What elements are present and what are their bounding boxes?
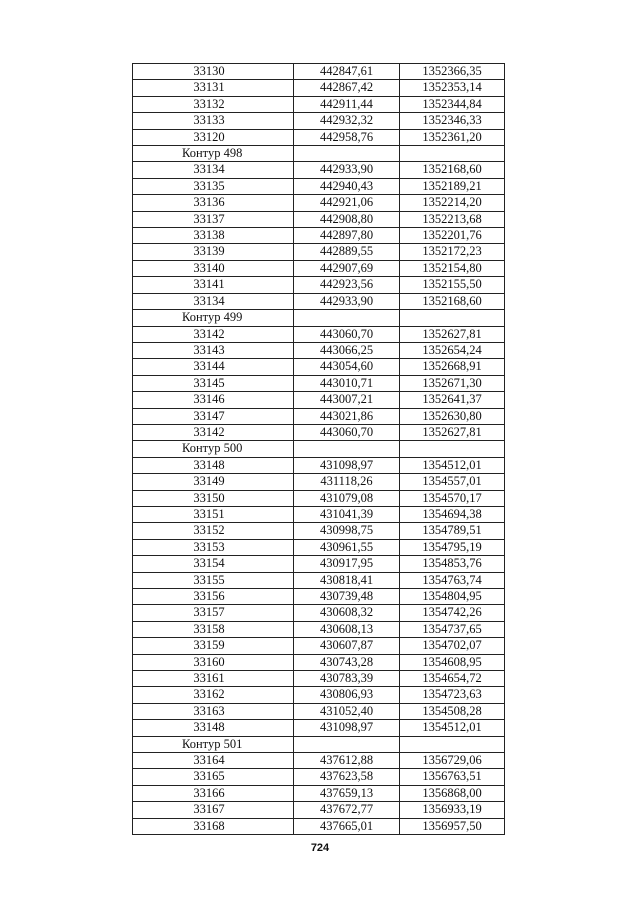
x-coordinate-cell: 442958,76 [294, 129, 400, 145]
table-row [133, 720, 505, 736]
empty-cell [400, 310, 505, 326]
contour-label: Контур 500 [133, 441, 294, 457]
empty-cell [400, 441, 505, 457]
x-coordinate-cell: 442889,55 [294, 244, 400, 260]
contour-label: Контур 498 [133, 146, 294, 162]
point-id-cell: 33168 [133, 818, 294, 834]
empty-cell [294, 736, 400, 752]
table-row [133, 375, 505, 391]
x-coordinate-cell: 430961,55 [294, 539, 400, 555]
x-coordinate-cell: 430608,32 [294, 605, 400, 621]
contour-header-row [133, 736, 505, 752]
table-row [133, 342, 505, 358]
point-id-cell: 33167 [133, 802, 294, 818]
x-coordinate-cell: 442867,42 [294, 80, 400, 96]
y-coordinate-cell: 1356957,50 [400, 818, 505, 834]
y-coordinate-cell: 1352627,81 [400, 424, 505, 440]
y-coordinate-cell: 1352671,30 [400, 375, 505, 391]
point-id-cell: 33166 [133, 785, 294, 801]
point-id-cell: 33134 [133, 162, 294, 178]
table-row [133, 474, 505, 490]
empty-cell [294, 441, 400, 457]
empty-cell [400, 736, 505, 752]
x-coordinate-cell: 443066,25 [294, 342, 400, 358]
table-row [133, 753, 505, 769]
point-id-cell: 33143 [133, 342, 294, 358]
x-coordinate-cell: 442897,80 [294, 228, 400, 244]
x-coordinate-cell: 437623,58 [294, 769, 400, 785]
x-coordinate-cell: 431052,40 [294, 703, 400, 719]
y-coordinate-cell: 1352154,80 [400, 260, 505, 276]
y-coordinate-cell: 1354853,76 [400, 556, 505, 572]
point-id-cell: 33149 [133, 474, 294, 490]
table-row [133, 392, 505, 408]
x-coordinate-cell: 430607,87 [294, 638, 400, 654]
point-id-cell: 33137 [133, 211, 294, 227]
table-row [133, 293, 505, 309]
table-row [133, 113, 505, 129]
y-coordinate-cell: 1354763,74 [400, 572, 505, 588]
contour-header-row [133, 146, 505, 162]
table-row [133, 490, 505, 506]
point-id-cell: 33151 [133, 506, 294, 522]
point-id-cell: 33135 [133, 178, 294, 194]
point-id-cell: 33160 [133, 654, 294, 670]
x-coordinate-cell: 442921,06 [294, 195, 400, 211]
y-coordinate-cell: 1354789,51 [400, 523, 505, 539]
point-id-cell: 33142 [133, 424, 294, 440]
x-coordinate-cell: 442923,56 [294, 277, 400, 293]
x-coordinate-cell: 430917,95 [294, 556, 400, 572]
table-row [133, 326, 505, 342]
table-row [133, 687, 505, 703]
x-coordinate-cell: 443007,21 [294, 392, 400, 408]
y-coordinate-cell: 1354570,17 [400, 490, 505, 506]
x-coordinate-cell: 442847,61 [294, 64, 400, 80]
table-row [133, 178, 505, 194]
table-row [133, 162, 505, 178]
point-id-cell: 33153 [133, 539, 294, 555]
x-coordinate-cell: 442933,90 [294, 293, 400, 309]
empty-cell [294, 310, 400, 326]
y-coordinate-cell: 1354512,01 [400, 457, 505, 473]
point-id-cell: 33164 [133, 753, 294, 769]
point-id-cell: 33141 [133, 277, 294, 293]
y-coordinate-cell: 1352641,37 [400, 392, 505, 408]
table-row [133, 572, 505, 588]
y-coordinate-cell: 1354737,65 [400, 621, 505, 637]
y-coordinate-cell: 1354508,28 [400, 703, 505, 719]
y-coordinate-cell: 1352189,21 [400, 178, 505, 194]
table-row [133, 654, 505, 670]
y-coordinate-cell: 1352344,84 [400, 96, 505, 112]
x-coordinate-cell: 442932,32 [294, 113, 400, 129]
y-coordinate-cell: 1352214,20 [400, 195, 505, 211]
table-row [133, 129, 505, 145]
table-row [133, 408, 505, 424]
x-coordinate-cell: 430818,41 [294, 572, 400, 588]
point-id-cell: 33142 [133, 326, 294, 342]
y-coordinate-cell: 1352346,33 [400, 113, 505, 129]
x-coordinate-cell: 437659,13 [294, 785, 400, 801]
y-coordinate-cell: 1352668,91 [400, 359, 505, 375]
table-row [133, 277, 505, 293]
x-coordinate-cell: 442933,90 [294, 162, 400, 178]
y-coordinate-cell: 1354795,19 [400, 539, 505, 555]
x-coordinate-cell: 431079,08 [294, 490, 400, 506]
contour-label: Контур 501 [133, 736, 294, 752]
point-id-cell: 33152 [133, 523, 294, 539]
table-row [133, 96, 505, 112]
y-coordinate-cell: 1352201,76 [400, 228, 505, 244]
x-coordinate-cell: 431041,39 [294, 506, 400, 522]
point-id-cell: 33132 [133, 96, 294, 112]
table-row [133, 359, 505, 375]
page-number: 724 [310, 842, 330, 854]
x-coordinate-cell: 442908,80 [294, 211, 400, 227]
y-coordinate-cell: 1356763,51 [400, 769, 505, 785]
x-coordinate-cell: 430806,93 [294, 687, 400, 703]
x-coordinate-cell: 437665,01 [294, 818, 400, 834]
y-coordinate-cell: 1354742,26 [400, 605, 505, 621]
point-id-cell: 33159 [133, 638, 294, 654]
x-coordinate-cell: 431118,26 [294, 474, 400, 490]
x-coordinate-cell: 443060,70 [294, 326, 400, 342]
table-row [133, 703, 505, 719]
table-row [133, 671, 505, 687]
point-id-cell: 33120 [133, 129, 294, 145]
x-coordinate-cell: 430998,75 [294, 523, 400, 539]
table-row [133, 424, 505, 440]
y-coordinate-cell: 1352654,24 [400, 342, 505, 358]
point-id-cell: 33150 [133, 490, 294, 506]
point-id-cell: 33163 [133, 703, 294, 719]
table-row [133, 211, 505, 227]
table-row [133, 605, 505, 621]
point-id-cell: 33148 [133, 457, 294, 473]
x-coordinate-cell: 442911,44 [294, 96, 400, 112]
y-coordinate-cell: 1352172,23 [400, 244, 505, 260]
y-coordinate-cell: 1352168,60 [400, 293, 505, 309]
point-id-cell: 33161 [133, 671, 294, 687]
point-id-cell: 33131 [133, 80, 294, 96]
point-id-cell: 33162 [133, 687, 294, 703]
point-id-cell: 33144 [133, 359, 294, 375]
y-coordinate-cell: 1354512,01 [400, 720, 505, 736]
point-id-cell: 33133 [133, 113, 294, 129]
y-coordinate-cell: 1352366,35 [400, 64, 505, 80]
point-id-cell: 33140 [133, 260, 294, 276]
x-coordinate-cell: 437612,88 [294, 753, 400, 769]
x-coordinate-cell: 443021,86 [294, 408, 400, 424]
point-id-cell: 33154 [133, 556, 294, 572]
table-row [133, 244, 505, 260]
table-row [133, 769, 505, 785]
table-row [133, 556, 505, 572]
table-row [133, 621, 505, 637]
y-coordinate-cell: 1356729,06 [400, 753, 505, 769]
point-id-cell: 33138 [133, 228, 294, 244]
table-row [133, 457, 505, 473]
coordinates-table-body [133, 64, 505, 835]
point-id-cell: 33146 [133, 392, 294, 408]
y-coordinate-cell: 1352155,50 [400, 277, 505, 293]
table-row [133, 539, 505, 555]
x-coordinate-cell: 430739,48 [294, 589, 400, 605]
y-coordinate-cell: 1354654,72 [400, 671, 505, 687]
table-row [133, 506, 505, 522]
x-coordinate-cell: 437672,77 [294, 802, 400, 818]
point-id-cell: 33147 [133, 408, 294, 424]
contour-header-row [133, 441, 505, 457]
table-row [133, 785, 505, 801]
coordinates-table [132, 63, 505, 835]
point-id-cell: 33145 [133, 375, 294, 391]
point-id-cell: 33158 [133, 621, 294, 637]
table-row [133, 64, 505, 80]
y-coordinate-cell: 1354694,38 [400, 506, 505, 522]
empty-cell [294, 146, 400, 162]
point-id-cell: 33165 [133, 769, 294, 785]
x-coordinate-cell: 443054,60 [294, 359, 400, 375]
x-coordinate-cell: 442940,43 [294, 178, 400, 194]
point-id-cell: 33155 [133, 572, 294, 588]
x-coordinate-cell: 430743,28 [294, 654, 400, 670]
contour-header-row [133, 310, 505, 326]
y-coordinate-cell: 1352353,14 [400, 80, 505, 96]
y-coordinate-cell: 1352213,68 [400, 211, 505, 227]
table-row [133, 195, 505, 211]
y-coordinate-cell: 1356933,19 [400, 802, 505, 818]
table-row [133, 523, 505, 539]
x-coordinate-cell: 430608,13 [294, 621, 400, 637]
y-coordinate-cell: 1352361,20 [400, 129, 505, 145]
table-row [133, 589, 505, 605]
x-coordinate-cell: 431098,97 [294, 720, 400, 736]
table-row [133, 638, 505, 654]
point-id-cell: 33157 [133, 605, 294, 621]
table-row [133, 260, 505, 276]
x-coordinate-cell: 443060,70 [294, 424, 400, 440]
y-coordinate-cell: 1354804,95 [400, 589, 505, 605]
point-id-cell: 33148 [133, 720, 294, 736]
empty-cell [400, 146, 505, 162]
y-coordinate-cell: 1352630,80 [400, 408, 505, 424]
x-coordinate-cell: 443010,71 [294, 375, 400, 391]
point-id-cell: 33130 [133, 64, 294, 80]
point-id-cell: 33156 [133, 589, 294, 605]
y-coordinate-cell: 1352627,81 [400, 326, 505, 342]
contour-label: Контур 499 [133, 310, 294, 326]
point-id-cell: 33139 [133, 244, 294, 260]
y-coordinate-cell: 1356868,00 [400, 785, 505, 801]
x-coordinate-cell: 431098,97 [294, 457, 400, 473]
y-coordinate-cell: 1354702,07 [400, 638, 505, 654]
y-coordinate-cell: 1354723,63 [400, 687, 505, 703]
point-id-cell: 33134 [133, 293, 294, 309]
point-id-cell: 33136 [133, 195, 294, 211]
table-row [133, 802, 505, 818]
x-coordinate-cell: 442907,69 [294, 260, 400, 276]
table-row [133, 228, 505, 244]
table-row [133, 818, 505, 834]
x-coordinate-cell: 430783,39 [294, 671, 400, 687]
y-coordinate-cell: 1354557,01 [400, 474, 505, 490]
table-row [133, 80, 505, 96]
y-coordinate-cell: 1352168,60 [400, 162, 505, 178]
y-coordinate-cell: 1354608,95 [400, 654, 505, 670]
